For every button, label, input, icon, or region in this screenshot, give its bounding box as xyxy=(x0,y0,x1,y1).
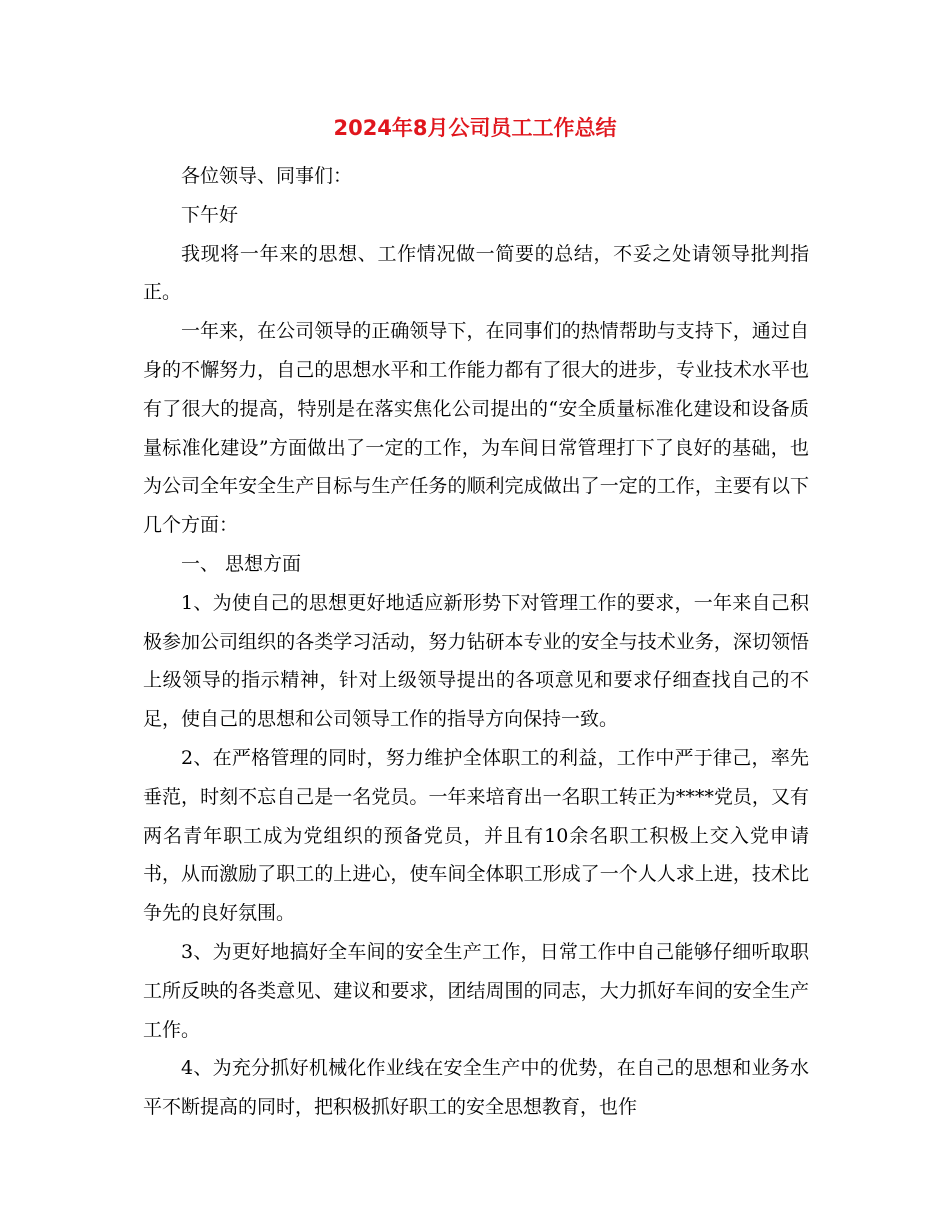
body-paragraph: 3、为更好地搞好全车间的安全生产工作，日常工作中自己能够仔细听取职工所反映的各类意见、建议和要求，团结周围的同志，大力抓好车间的安全生产工作。 xyxy=(143,940,809,1041)
document-title: 2024年8月公司员工工作总结 xyxy=(333,116,617,140)
greeting: 下午好 xyxy=(181,203,239,226)
body-paragraph: 4、为充分抓好机械化作业线在安全生产中的优势，在自己的思想和业务水平不断提高的同时，把积极抓好职工的安全思想教育，也作 xyxy=(143,1057,809,1119)
body-paragraph: 2、在严格管理的同时，努力维护全体职工的利益，工作中严于律己，率先垂范，时刻不忘自己是一名党员。一年来培育出一名职工转正为****党员，又有两名青年职工成为党组织的预备党员，并且有10余名职工积极上交入党申请书，从而激励了职工的上进心，使车间全体职工形成了一个人人求上进，技术比争先的良好氛围。 xyxy=(143,746,809,925)
document-body xyxy=(143,157,809,1127)
body-paragraph: 1、为使自己的思想更好地适应新形势下对管理工作的要求，一年来自己积极参加公司组织的各类学习活动，努力钻研本专业的安全与技术业务，深切领悟上级领导的指示精神，针对上级领导提出的各项意见和要求仔细查找自己的不足，使自己的思想和公司领导工作的指导方向保持一致。 xyxy=(143,591,809,731)
body-paragraph: 一年来，在公司领导的正确领导下，在同事们的热情帮助与支持下，通过自身的不懈努力，自己的思想水平和工作能力都有了很大的进步，专业技术水平也有了很大的提高，特别是在落实焦化公司提出的“安全质量标准化建设和设备质量标准化建设”方面做出了一定的工作，为车间日常管理打下了良好的基础，也为公司全年安全生产目标与生产任务的顺利完成做出了一定的工作，主要有以下几个方面： xyxy=(143,320,809,537)
section-heading: 一、 思想方面 xyxy=(181,552,302,575)
salutation: 各位领导、同事们： xyxy=(181,165,353,187)
body-paragraph: 我现将一年来的思想、工作情况做一简要的总结，不妥之处请领导批判指正。 xyxy=(143,242,809,304)
